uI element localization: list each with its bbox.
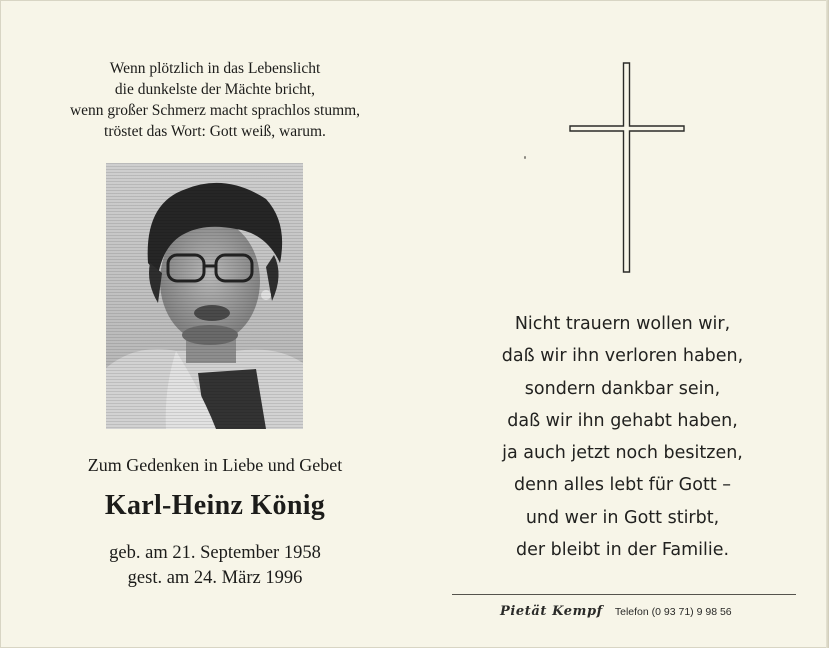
right-verse-line: und wer in Gott stirbt, [525,507,720,528]
right-verse-line: sondern dankbar sein, [524,378,721,399]
birth-date: geb. am 21. September 1958 [109,543,321,563]
right-verse-line: daß wir ihn verloren haben, [501,346,744,367]
top-verse-line: die dunkelste der Mächte bricht, [114,81,316,98]
undertaker-phone: Telefon (0 93 71) 9 98 56 [614,606,732,618]
portrait-photo-drawing [106,163,303,429]
cross-icon [568,62,686,274]
right-verse [455,308,790,566]
deceased-name: Karl-Heinz König [104,490,326,521]
death-date: gest. am 24. März 1996 [127,568,303,588]
memorial-line: Zum Gedenken in Liebe und Gebet [87,455,343,475]
right-verse-line: ja auch jetzt noch besitzen, [502,443,743,464]
right-verse-line: Nicht trauern wollen wir, [514,314,731,334]
undertaker-logo: Pietät Kempf [500,604,603,619]
portrait-photo [106,163,303,429]
right-verse-line: daß wir ihn gehabt haben, [507,410,738,431]
paper-speck [524,156,526,159]
top-verse-line: tröstet das Wort: Gott weiß, warum. [104,123,326,140]
right-verse-line: denn alles lebt für Gott – [514,475,731,496]
top-verse [20,58,410,142]
undertaker-footer [500,604,800,628]
footer-divider [452,594,796,595]
top-verse-line: wenn großer Schmerz macht sprachlos stumm, [69,102,361,119]
right-verse-line: der bleibt in der Familie. [515,540,730,561]
top-verse-line: Wenn plötzlich in das Lebenslicht [109,60,321,77]
life-dates [20,541,410,591]
